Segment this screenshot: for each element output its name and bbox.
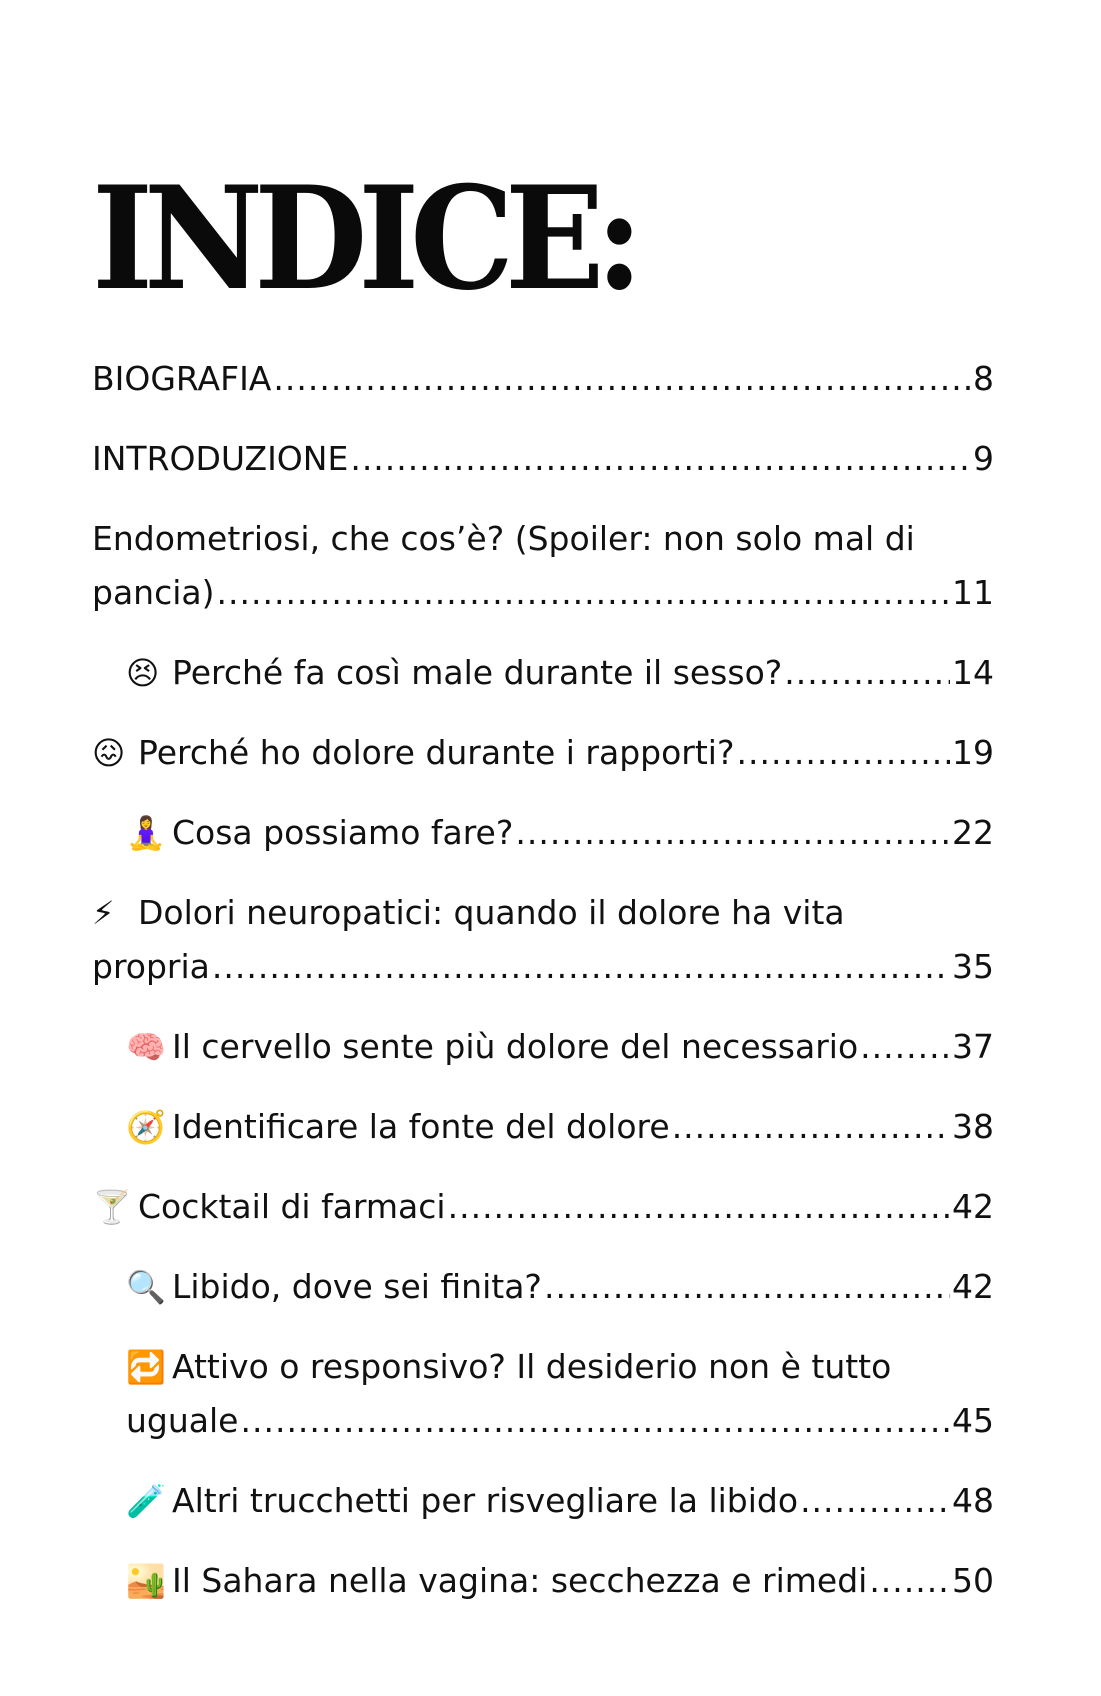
toc-entry-text-wrap: [92, 352, 271, 406]
toc-entry-label: Perché ho dolore durante i rapporti?: [138, 733, 735, 772]
toc-entry[interactable]: [92, 1474, 994, 1528]
page-title: INDICE:: [92, 156, 635, 322]
toc-entry-title: Dolori neuropatici: quando il dolore ha vita: [138, 893, 845, 932]
lightning-icon: ⚡: [92, 894, 115, 932]
toc-entry[interactable]: [92, 646, 994, 700]
toc-entry-line: [92, 940, 994, 994]
toc-entry-title-line: [92, 886, 994, 940]
toc-page-number: 42: [952, 1267, 994, 1306]
toc-entry-line: [92, 1180, 994, 1234]
toc-entry-line: [92, 726, 994, 780]
toc-page-number: 45: [952, 1401, 994, 1440]
dot-leader: [212, 940, 950, 994]
repeat-icon: 🔁: [126, 1348, 166, 1386]
toc-entry-label: Perché fa così male durante il sesso?: [172, 653, 783, 692]
toc-entry-line: [92, 566, 994, 620]
toc-entry-text-wrap: [92, 432, 348, 486]
dot-leader: [860, 1020, 950, 1074]
confounded-face-icon: 😖: [92, 734, 126, 772]
toc-entry-text-wrap: [126, 1260, 542, 1314]
toc-entry-line: [92, 432, 994, 486]
toc-entry-label: Altri trucchetti per risvegliare la libido: [172, 1481, 799, 1520]
toc-entry-title-line: [126, 1340, 994, 1394]
dot-leader: [350, 432, 971, 486]
toc-entry[interactable]: [92, 512, 994, 620]
persevering-face-icon: 😣: [126, 654, 160, 692]
toc-page-number: 22: [952, 813, 994, 852]
toc-entry-text-wrap: [126, 806, 513, 860]
toc-entry[interactable]: [92, 1554, 994, 1608]
dot-leader: [448, 1180, 950, 1234]
toc-entry-label: Cocktail di farmaci: [138, 1187, 446, 1226]
toc-entry-line: [126, 646, 994, 700]
magnifier-icon: 🔍: [126, 1268, 166, 1306]
toc-entry-label: propria: [92, 947, 210, 986]
toc-entry[interactable]: [92, 1340, 994, 1448]
dot-leader: [273, 352, 971, 406]
toc-page-number: 50: [952, 1561, 994, 1600]
brain-icon: 🧠: [126, 1028, 166, 1066]
cocktail-glass-icon: 🍸: [92, 1188, 132, 1226]
meditating-woman-icon: 🧘‍♀️: [126, 814, 166, 852]
toc-entry-line: [126, 1554, 994, 1608]
toc-entry-text-wrap: [92, 940, 210, 994]
toc-page-number: 35: [952, 947, 994, 986]
toc-entry-text-wrap: [126, 1394, 238, 1448]
toc-entry-label: Il cervello sente più dolore del necessario: [172, 1027, 859, 1066]
desert-icon: 🏜️: [126, 1562, 166, 1600]
dot-leader: [217, 566, 951, 620]
toc-entry-label: Cosa possiamo fare?: [172, 813, 514, 852]
toc-entry-line: [126, 1474, 994, 1528]
toc-entry-line: [92, 352, 994, 406]
toc-page-number: 38: [952, 1107, 994, 1146]
toc-entry-line: [126, 1100, 994, 1154]
toc-entry[interactable]: [92, 1180, 994, 1234]
toc-entry[interactable]: [92, 1020, 994, 1074]
toc-entry-label: Il Sahara nella vagina: secchezza e rimedi: [172, 1561, 868, 1600]
toc-page-number: 48: [952, 1481, 994, 1520]
test-tube-icon: 🧪: [126, 1482, 166, 1520]
dot-leader: [800, 1474, 950, 1528]
toc-page-number: 14: [952, 653, 994, 692]
table-of-contents: [92, 352, 994, 1608]
toc-entry-title: Endometriosi, che cos’è? (Spoiler: non solo mal di: [92, 519, 915, 558]
dot-leader: [784, 646, 950, 700]
toc-page-number: 42: [952, 1187, 994, 1226]
toc-entry-label: Identificare la fonte del dolore: [172, 1107, 670, 1146]
toc-entry-label: BIOGRAFIA: [92, 359, 272, 398]
toc-entry-line: [126, 1020, 994, 1074]
dot-leader: [672, 1100, 950, 1154]
toc-entry-text-wrap: [92, 1180, 446, 1234]
dot-leader: [736, 726, 950, 780]
toc-page-number: 11: [952, 573, 994, 612]
toc-entry-text-wrap: [92, 566, 215, 620]
toc-page-number: 9: [973, 439, 994, 478]
toc-page-number: 19: [952, 733, 994, 772]
toc-entry-text-wrap: [126, 1554, 867, 1608]
dot-leader: [869, 1554, 950, 1608]
toc-entry[interactable]: [92, 1100, 994, 1154]
dot-leader: [240, 1394, 950, 1448]
toc-entry[interactable]: [92, 432, 994, 486]
toc-entry-text-wrap: [126, 1474, 798, 1528]
toc-entry-line: [126, 806, 994, 860]
toc-entry-text-wrap: [126, 1100, 670, 1154]
toc-page-number: 8: [973, 359, 994, 398]
compass-icon: 🧭: [126, 1108, 166, 1146]
toc-entry-line: [126, 1394, 994, 1448]
toc-entry[interactable]: [92, 806, 994, 860]
toc-entry-label: pancia): [92, 573, 215, 612]
toc-entry-label: uguale: [126, 1401, 239, 1440]
toc-entry[interactable]: [92, 1260, 994, 1314]
toc-entry-text-wrap: [92, 726, 734, 780]
toc-entry[interactable]: [92, 886, 994, 994]
dot-leader: [515, 806, 950, 860]
toc-entry-title: Attivo o responsivo? Il desiderio non è tutto: [172, 1347, 892, 1386]
toc-entry-text-wrap: [126, 646, 782, 700]
toc-entry[interactable]: [92, 352, 994, 406]
toc-entry-label: Libido, dove sei finita?: [172, 1267, 542, 1306]
toc-entry-label: INTRODUZIONE: [92, 439, 349, 478]
toc-entry[interactable]: [92, 726, 994, 780]
toc-entry-title-line: [92, 512, 994, 566]
toc-page-number: 37: [952, 1027, 994, 1066]
toc-entry-line: [126, 1260, 994, 1314]
dot-leader: [544, 1260, 950, 1314]
toc-entry-text-wrap: [126, 1020, 858, 1074]
